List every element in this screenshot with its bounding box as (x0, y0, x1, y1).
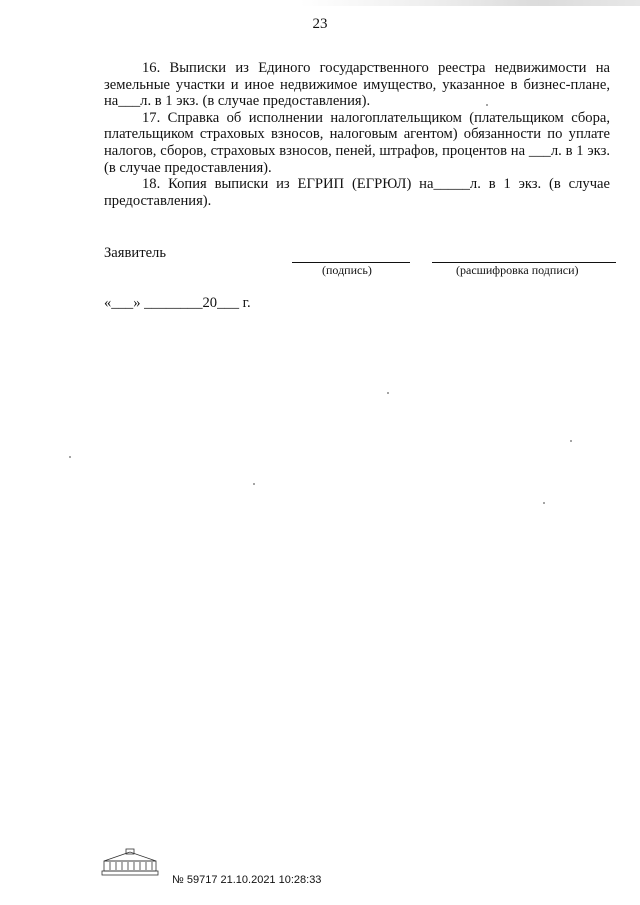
applicant-label: Заявитель (104, 245, 166, 261)
decryption-caption: (расшифровка подписи) (456, 263, 579, 277)
list-item-18: 18. Копия выписки из ЕГРИП (ЕГРЮЛ) на_____л. в 1 экз. (в случае предоставления). (104, 176, 610, 209)
scan-speck (486, 104, 488, 106)
scan-speck (570, 440, 572, 442)
signature-block (104, 245, 624, 285)
registration-number: № 59717 21.10.2021 10:28:33 (172, 874, 322, 886)
scan-speck (387, 392, 389, 394)
signature-caption: (подпись) (322, 263, 372, 277)
scan-edge-artifact (300, 0, 640, 6)
document-body (104, 60, 610, 209)
government-building-stamp-icon (100, 848, 160, 876)
list-item-16: 16. Выписки из Единого государственного реестра недвижимости на земельные участки и иное недвижимое имущество, указанное в бизнес-плане, на___л. в 1 экз. (в случае предоставления). (104, 60, 610, 110)
scan-speck (543, 502, 545, 504)
scan-speck (69, 456, 71, 458)
scan-speck (253, 483, 255, 485)
date-line: «___» ________20___ г. (104, 295, 251, 311)
page-number: 23 (312, 16, 328, 32)
list-item-17: 17. Справка об исполнении налогоплательщиком (плательщиком сбора, плательщиком страховых взносов, налоговым агентом) обязанности по уплате налогов, сборов, страховых взносов, пеней, штрафов, процентов на ___л. в 1 экз. (в случае предоставления). (104, 109, 610, 176)
